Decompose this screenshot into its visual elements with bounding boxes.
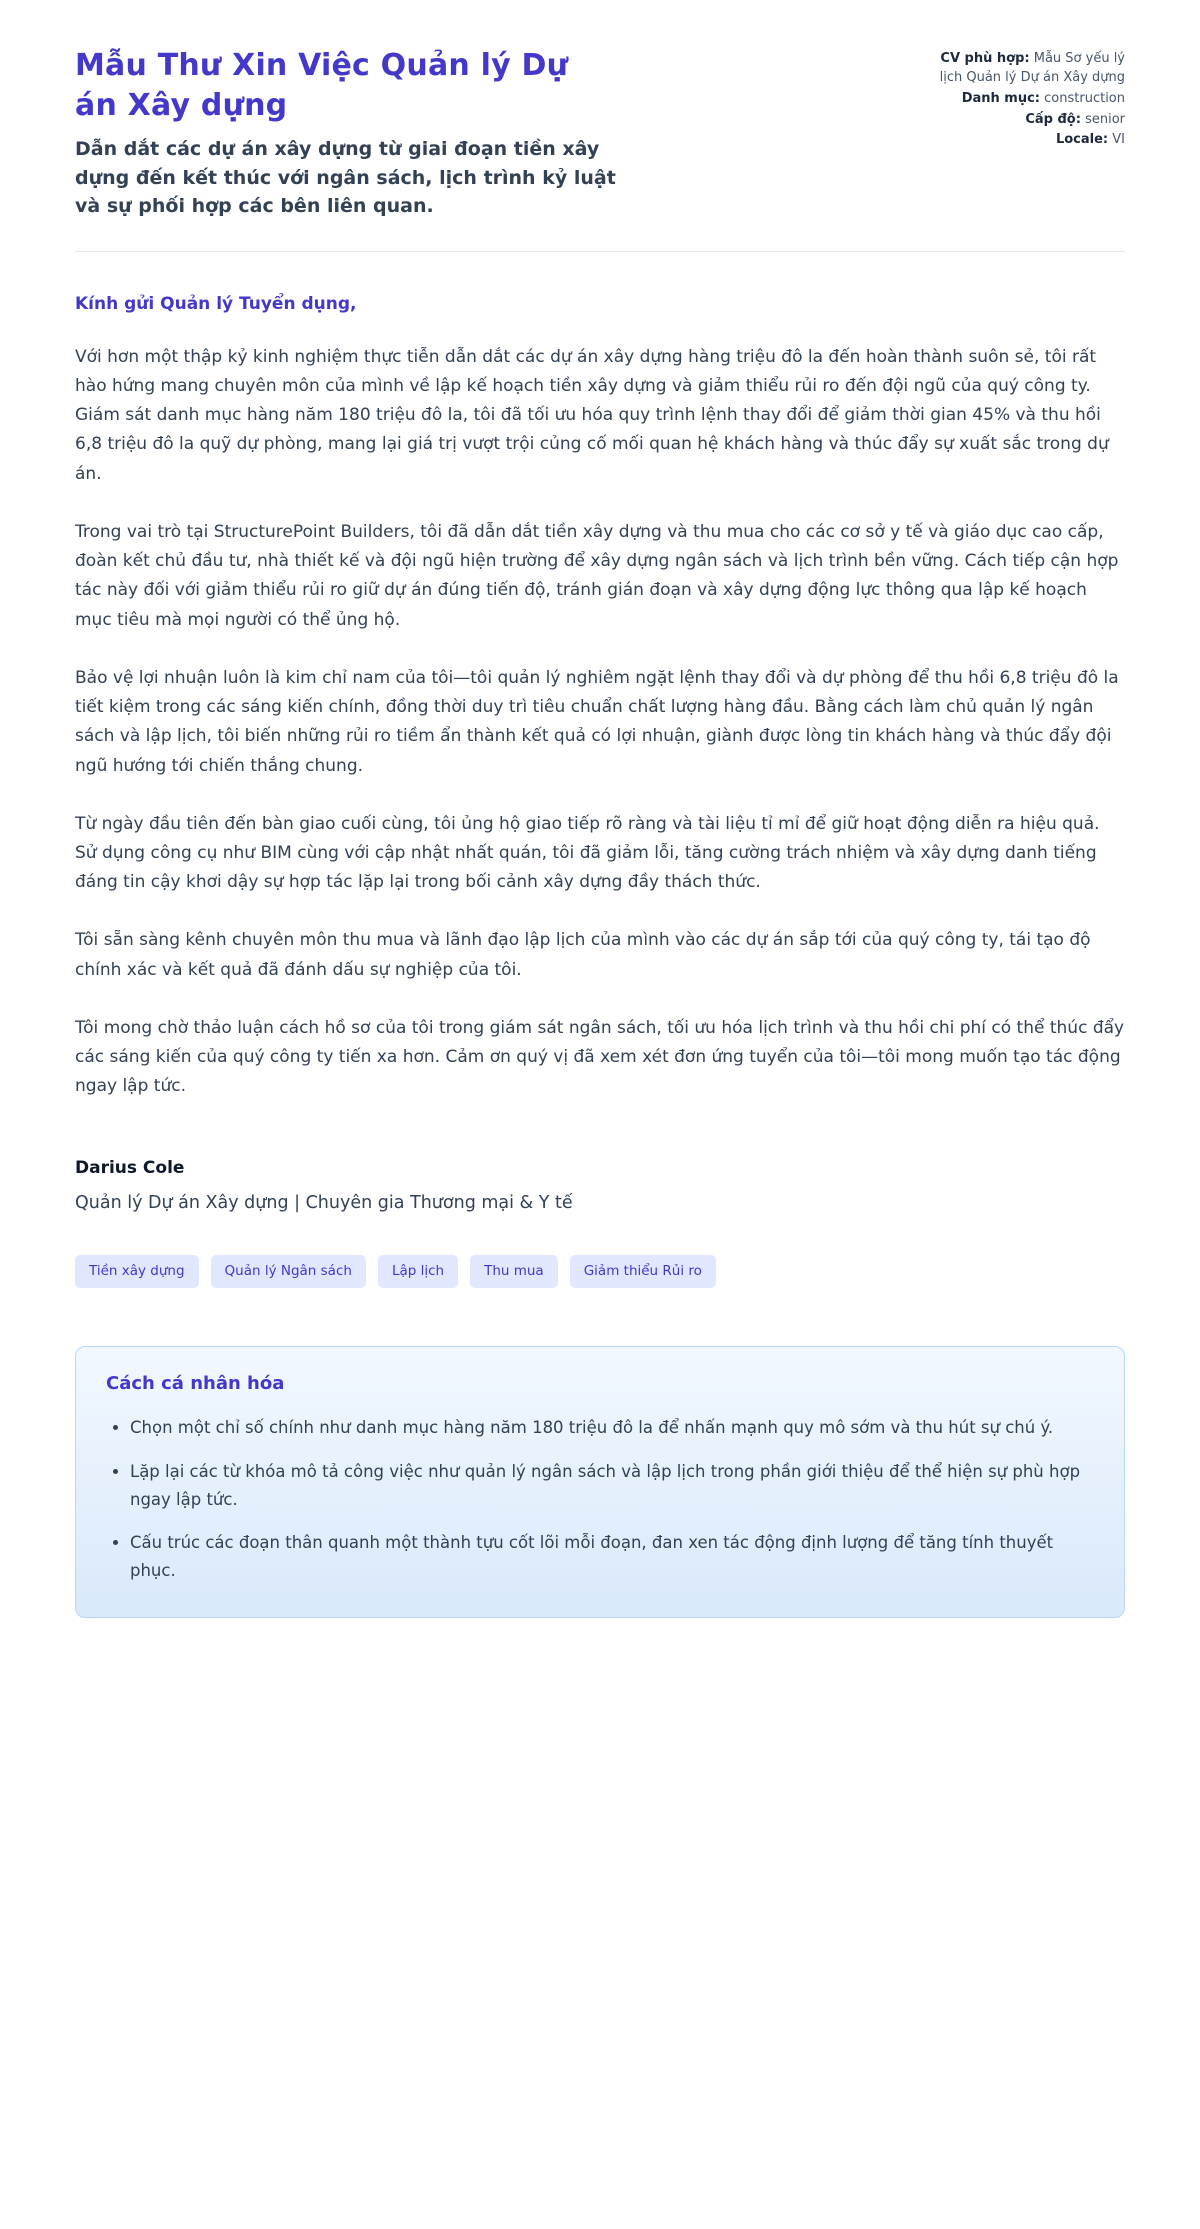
meta-row-level [930,111,1125,130]
meta-panel [930,46,1125,152]
letter-body [75,294,1125,1618]
tips-title: Cách cá nhân hóa [106,1373,285,1395]
meta-value-level: senior [1085,111,1125,127]
page-header [75,46,1125,221]
tag-list [75,1255,1125,1289]
tag-pill-risk-mitigation: Giảm thiểu Rủi ro [570,1255,716,1289]
meta-label-level: Cấp độ: [1025,111,1081,127]
page-subtitle: Dẫn dắt các dự án xây dựng từ giai đoạn tiền xây dựng đến kết thúc với ngân sách, lịch trình kỷ luật và sự phối hợp các bên liên quan. [75,138,616,218]
page-title: Mẫu Thư Xin Việc Quản lý Dự án Xây dựng [75,48,569,123]
letter-paragraph-1: Với hơn một thập kỷ kinh nghiệm thực tiễn dẫn dắt các dự án xây dựng hàng triệu đô la đến hoàn thành suôn sẻ, tôi rất hào hứng mang chuyên môn của mình về lập kế hoạch tiền xây dựng và giảm thiểu rủi ro đến đội ngũ của quý công ty. Giám sát danh mục hàng năm 180 triệu đô la, tôi đã tối ưu hóa quy trình lệnh thay đổi để giảm thời gian 45% và thu hồi 6,8 triệu đô la quỹ dự phòng, mang lại giá trị vượt trội củng cố mối quan hệ khách hàng và thúc đẩy sự xuất sắc trong dự án. [75,346,1109,484]
tip-item-1: • Chọn một chỉ số chính như danh mục hàng năm 180 triệu đô la để nhấn mạnh quy mô sớm và thu hút sự chú ý. [130,1414,1094,1442]
tag-pill-budget-management: Quản lý Ngân sách [211,1255,366,1289]
letter-paragraph-3: Bảo vệ lợi nhuận luôn là kim chỉ nam của tôi—tôi quản lý nghiêm ngặt lệnh thay đổi và dự phòng để thu hồi 6,8 triệu đô la tiết kiệm trong các sáng kiến chính, đồng thời duy trì tiêu chuẩn chất lượng hàng đầu. Bằng cách làm chủ quản lý ngân sách và lập lịch, tôi biến những rủi ro tiềm ẩn thành kết quả có lợi nhuận, giành được lòng tin khách hàng và thúc đẩy đội ngũ hướng tới chiến thắng chung. [75,667,1119,776]
letter-paragraph-5: Tôi sẵn sàng kênh chuyên môn thu mua và lãnh đạo lập lịch của mình vào các dự án sắp tới của quý công ty, tái tạo độ chính xác và kết quả đã đánh dấu sự nghiệp của tôi. [75,930,1091,980]
letter-paragraph-2: Trong vai trò tại StructurePoint Builders, tôi đã dẫn dắt tiền xây dựng và thu mua cho các cơ sở y tế và giáo dục cao cấp, đoàn kết chủ đầu tư, nhà thiết kế và đội ngũ hiện trường để xây dựng ngân sách và lịch trình bền vững. Cách tiếp cận hợp tác này đối với giảm thiểu rủi ro giữ dự án đúng tiến độ, tránh gián đoạn và xây dựng động lực thông qua lập kế hoạch mục tiêu mà mọi người có thể ủng hộ. [75,521,1119,630]
tip-item-3: • Cấu trúc các đoạn thân quanh một thành tựu cốt lõi mỗi đoạn, đan xen tác động định lượng để tăng tính thuyết phục. [130,1529,1094,1584]
letter-paragraph-4: Từ ngày đầu tiên đến bàn giao cuối cùng, tôi ủng hộ giao tiếp rõ ràng và tài liệu tỉ mỉ để giữ hoạt động diễn ra hiệu quả. Sử dụng công cụ như BIM cùng với cập nhật nhất quán, tôi đã giảm lỗi, tăng cường trách nhiệm và xây dựng danh tiếng đáng tin cậy khơi dậy sự hợp tác lặp lại trong bối cảnh xây dựng đầy thách thức. [75,813,1100,893]
tips-list [106,1414,1094,1585]
meta-value-matching-cv: Mẫu Sơ yếu lý lịch Quản lý Dự án Xây dựng [939,51,1125,85]
signature-name: Darius Cole [75,1157,185,1178]
tag-pill-scheduling: Lập lịch [378,1255,458,1289]
greeting: Kính gửi Quản lý Tuyển dụng, [75,293,357,314]
tag-pill-preconstruction: Tiền xây dựng [75,1255,199,1289]
meta-label-locale: Locale: [1055,132,1109,148]
tag-pill-procurement: Thu mua [470,1255,558,1289]
meta-row-category [930,90,1125,109]
signature-title: Quản lý Dự án Xây dựng | Chuyên gia Thương mại & Y tế [75,1192,573,1213]
header-title-block [75,46,620,221]
meta-row-locale [930,131,1125,150]
meta-label-matching-cv: CV phù hợp: [940,51,1030,66]
letter-paragraph-6: Tôi mong chờ thảo luận cách hồ sơ của tôi trong giám sát ngân sách, tối ưu hóa lịch trình và thu hồi chi phí có thể thúc đẩy các sáng kiến của quý công ty tiến xa hơn. Cảm ơn quý vị đã xem xét đơn ứng tuyển của tôi—tôi mong muốn tạo tác động ngay lập tức. [75,1017,1125,1097]
meta-label-category: Danh mục: [961,90,1041,106]
tip-item-2: • Lặp lại các từ khóa mô tả công việc như quản lý ngân sách và lập lịch trong phần giới thiệu để thể hiện sự phù hợp ngay lập tức. [130,1458,1094,1513]
tips-box [75,1346,1125,1618]
meta-row-matching-cv [930,50,1125,88]
meta-value-locale: VI [1112,132,1125,148]
meta-value-category: construction [1044,90,1125,106]
header-divider [75,251,1125,252]
